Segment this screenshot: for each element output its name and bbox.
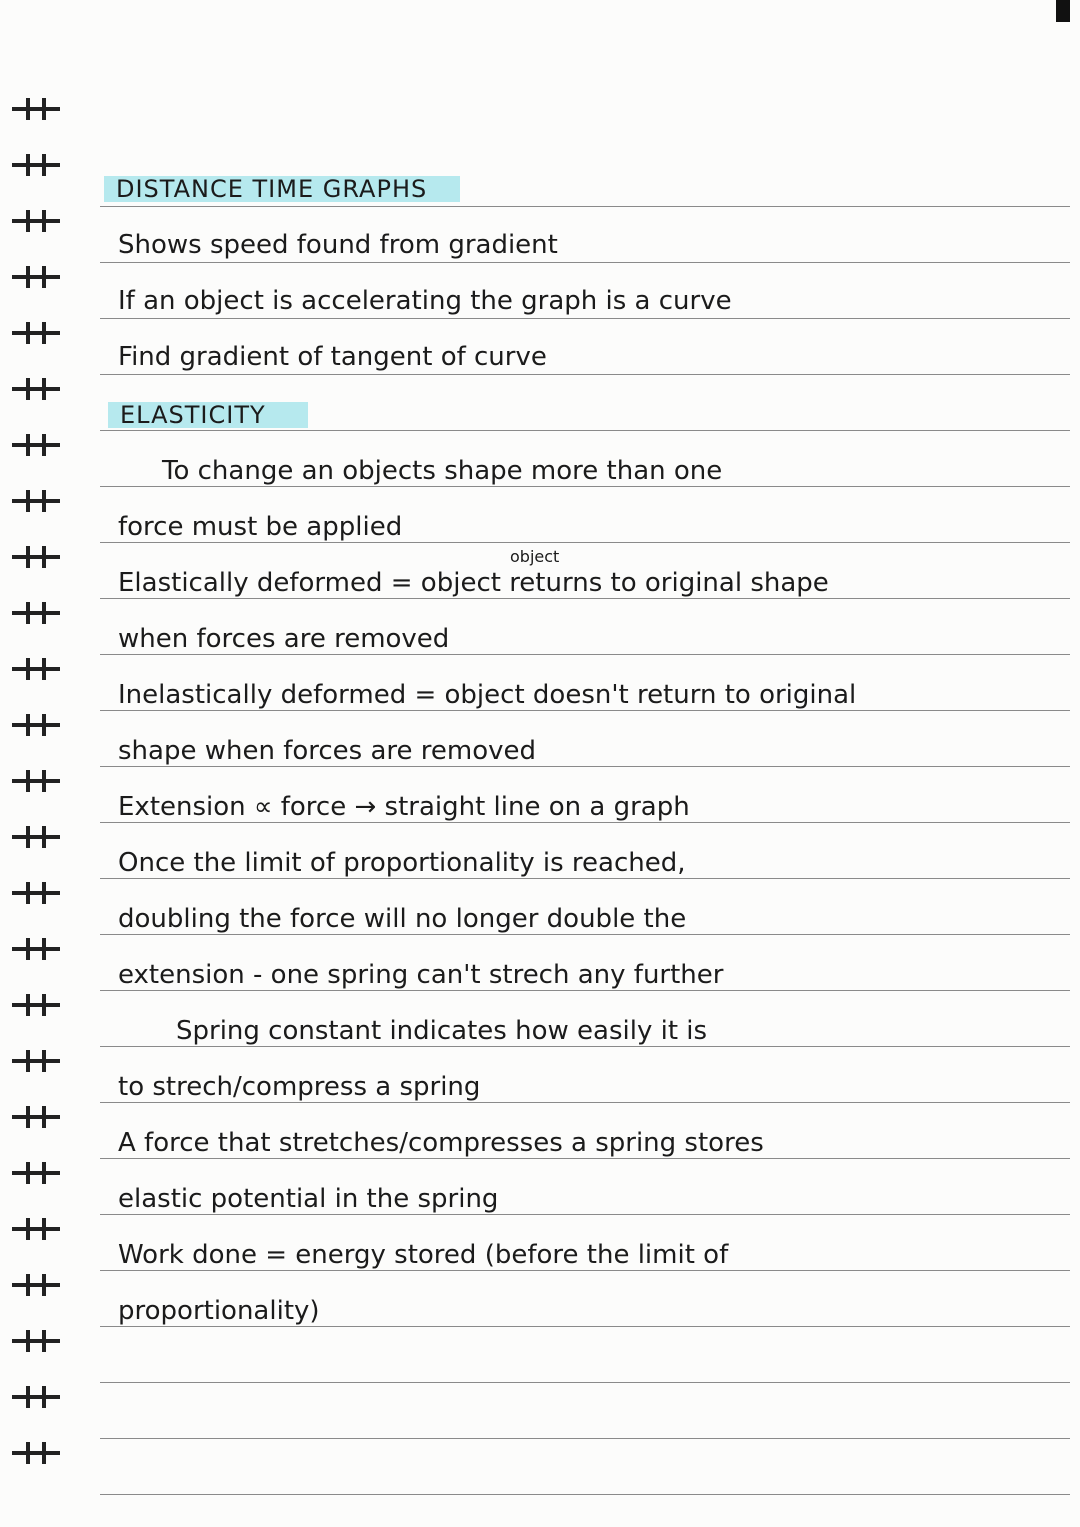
spiral-ring [8, 596, 68, 630]
note-line: Inelastically deformed = object doesn't return to original [118, 680, 857, 710]
note-line: Find gradient of tangent of curve [118, 342, 547, 372]
note-line: doubling the force will no longer double the [118, 904, 687, 934]
ruled-line [100, 654, 1070, 655]
spiral-ring [8, 148, 68, 182]
spiral-ring [8, 204, 68, 238]
spiral-ring [8, 260, 68, 294]
spiral-ring [8, 1100, 68, 1134]
ruled-line [100, 710, 1070, 711]
spiral-ring [8, 428, 68, 462]
note-line: when forces are removed [118, 624, 450, 654]
note-line: proportionality) [118, 1296, 320, 1326]
ruled-line [100, 1046, 1070, 1047]
ruled-line [100, 1158, 1070, 1159]
ruled-line [100, 598, 1070, 599]
spiral-ring [8, 1156, 68, 1190]
ruled-line [100, 430, 1070, 431]
spiral-ring [8, 1380, 68, 1414]
inline-annotation: object [510, 547, 560, 566]
ruled-line [100, 486, 1070, 487]
ruled-line [100, 1270, 1070, 1271]
ruled-line [100, 262, 1070, 263]
spiral-ring [8, 1436, 68, 1470]
ruled-line [100, 1102, 1070, 1103]
ruled-line [100, 1438, 1070, 1439]
ruled-line [100, 822, 1070, 823]
ruled-line [100, 542, 1070, 543]
spiral-ring [8, 820, 68, 854]
elasticity-heading: ELASTICITY [120, 401, 266, 429]
ruled-line [100, 206, 1070, 207]
note-line: Shows speed found from gradient [118, 230, 558, 260]
note-line: force must be applied [118, 512, 403, 542]
distance-time-heading: DISTANCE TIME GRAPHS [116, 175, 428, 203]
spiral-ring [8, 988, 68, 1022]
ruled-line [100, 1214, 1070, 1215]
spiral-ring [8, 372, 68, 406]
note-line: to strech/compress a spring [118, 1072, 481, 1102]
note-line: shape when forces are removed [118, 736, 537, 766]
page-corner-mark [1056, 0, 1070, 22]
spiral-ring [8, 932, 68, 966]
spiral-ring [8, 1044, 68, 1078]
ruled-line [100, 990, 1070, 991]
spiral-ring [8, 1324, 68, 1358]
spiral-ring [8, 484, 68, 518]
note-line: If an object is accelerating the graph is a curve [118, 286, 732, 316]
note-line: Once the limit of proportionality is reached, [118, 848, 686, 878]
note-line: Extension ∝ force → straight line on a graph [118, 792, 690, 822]
note-line: extension - one spring can't strech any further [118, 960, 724, 990]
ruled-line [100, 1326, 1070, 1327]
spiral-ring [8, 1212, 68, 1246]
ruled-line [100, 1494, 1070, 1495]
note-line: To change an objects shape more than one [162, 456, 723, 486]
note-line: Elastically deformed = object returns to original shape [118, 568, 829, 598]
note-line: elastic potential in the spring [118, 1184, 499, 1214]
spiral-ring [8, 652, 68, 686]
spiral-ring [8, 876, 68, 910]
spiral-ring [8, 316, 68, 350]
spiral-ring [8, 540, 68, 574]
note-line: A force that stretches/compresses a spring stores [118, 1128, 764, 1158]
spiral-ring [8, 764, 68, 798]
ruled-line [100, 878, 1070, 879]
spiral-ring [8, 708, 68, 742]
ruled-line [100, 934, 1070, 935]
spiral-ring [8, 92, 68, 126]
ruled-line [100, 1382, 1070, 1383]
ruled-line [100, 766, 1070, 767]
note-line: Work done = energy stored (before the limit of [118, 1240, 729, 1270]
note-line: Spring constant indicates how easily it is [176, 1016, 708, 1046]
ruled-line [100, 318, 1070, 319]
spiral-ring [8, 1268, 68, 1302]
ruled-line [100, 374, 1070, 375]
